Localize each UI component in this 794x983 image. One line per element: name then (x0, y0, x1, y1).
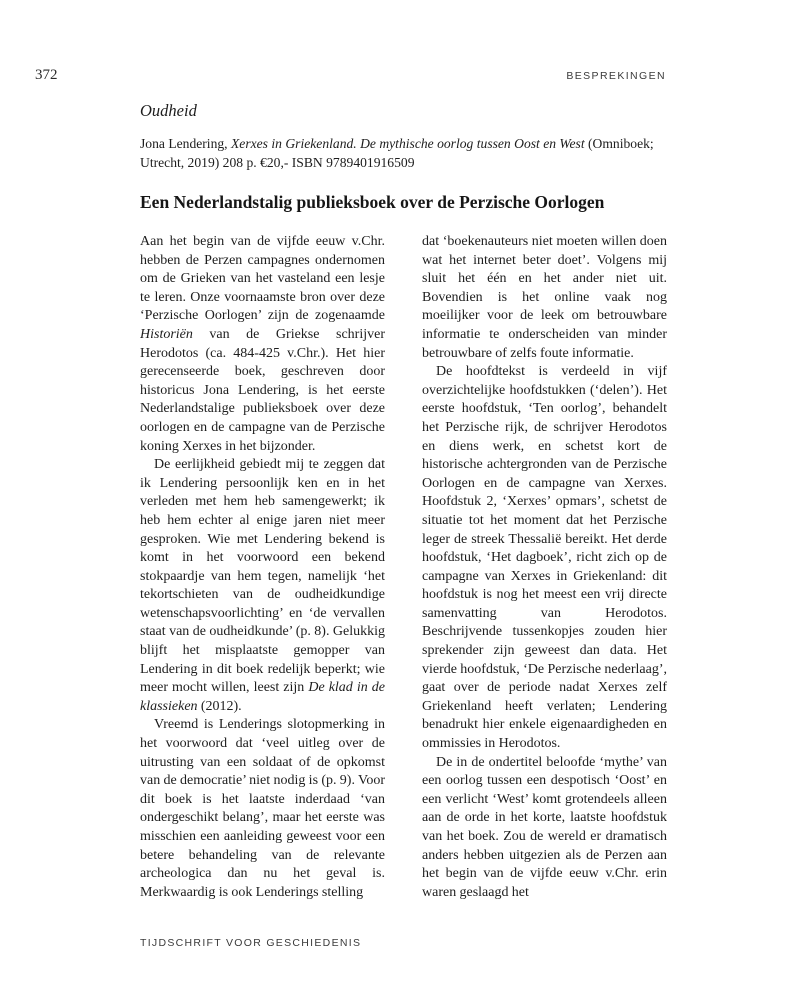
text-segment: De eerlijkheid gebiedt mij te zeggen dat ik Lendering persoonlijk ken en in het verleden met hem heb samengewerkt; ik heb hem echter al enige jaren niet meer gesproken. Wie met Lendering bekend is komt in het voorwoord een bekend stokpaardje van hem tegen, namelijk ‘het tekortschieten van de oudheidkundige wetenschapsvoorlichting’ en ‘de vervallen staat van de oudheidkunde’ (p. 8). Gelukkig blijft het misplaatste gemopper van Lendering in dit boek redelijk beperkt; wie meer mocht willen, leest zijn (140, 457, 385, 696)
paragraph (422, 363, 667, 753)
page-footer (140, 938, 361, 949)
paragraph (140, 456, 385, 716)
text-segment: dat ‘boekenauteurs niet moeten willen doen wat het internet beter doet’. Volgens mij sluit het één en het ander niet uit. Bovendien is het online vaak nog moeilijker voor de leek om betrouwbare informatie te onderscheiden van minder betrouwbare of zelfs foute informatie. (422, 234, 667, 361)
page-number: 372 (35, 67, 58, 83)
text-segment: (2012). (197, 698, 242, 714)
text-segment: (Omniboek; Utrecht, 2019) 208 p. €20,- ISBN 9789401916509 (140, 136, 654, 170)
column-left (140, 233, 385, 911)
book-citation (140, 135, 667, 172)
text-segment: Aan het begin van de vijfde eeuw v.Chr. hebben de Perzen campagnes ondernomen om de Grieken van het vasteland een lesje te leren. Onze voornaamste bron over deze ‘Perzische Oorlogen’ zijn de zogenaamde (140, 234, 385, 324)
running-head: BESPREKINGEN (566, 70, 666, 82)
article-title: Een Nederlandstalig publieksboek over de Perzische Oorlogen (140, 192, 605, 212)
paragraph (422, 754, 667, 903)
text-segment: Jona Lendering, (140, 136, 231, 151)
column-right (422, 233, 667, 911)
journal-name: TIJDSCHRIFT VOOR GESCHIEDENIS (140, 937, 362, 949)
italic-text: Historiën (140, 326, 193, 342)
text-segment: Vreemd is Lenderings slotopmerking in het voorwoord dat ‘veel uitleg over de uitrusting van een soldaat of de opkomst van de democratie’ niet nodig is (p. 9). Voor dit boek is het laatste inderdaad ‘van ondergeschikt belang’, maar het eerste was misschien een aanleiding geweest voor een betere behandeling van de relevante archeologica dan nu het geval is. Merkwaardig is ook Lenderings stelling (140, 717, 385, 900)
article-body (140, 233, 667, 911)
text-segment: van de Griekse schrijver Herodotos (ca. 484-425 v.Chr.). Het hier gerecenseerde boek, geschreven door historicus Jona Lendering, is het eerste Nederlandstalige publieksboek over deze oorlogen en de campagne van de Perzische koning Xerxes in het bijzonder. (140, 326, 385, 454)
paragraph (422, 233, 667, 363)
section-label: Oudheid (140, 101, 197, 120)
italic-text: Xerxes in Griekenland. De mythische oorlog tussen Oost en West (230, 136, 585, 151)
text-segment: De hoofdtekst is verdeeld in vijf overzichtelijke hoofdstukken (‘delen’). Het eerste hoofdstuk, ‘Ten oorlog’, behandelt het Perzische rijk, de schrijver Herodotos en diens werk, en schetst kort de historische achtergronden van de Perzische Oorlogen en de campagne van Xerxes. Hoofdstuk 2, ‘Xerxes’ opmars’, schetst de situatie tot het moment dat het Perzische leger de streek Thessalië bereikt. Het derde hoofdstuk, ‘Het dagboek’, richt zich op de campagne van Xerxes in Griekenland: dit hoofdstuk is nog het meest een vrij directe samenvatting van Herodotos. Beschrijvende tussenkopjes zouden hier sprekender zijn geweest dan data. Het vierde hoofdstuk, ‘De Perzische nederlaag’, gaat over de periode nadat Xerxes zelf Griekenland heeft verlaten; Lendering benadrukt hier enkele eigenaardigheden en ommissies in Herodotos. (422, 364, 667, 752)
italic-text: De klad in de klassieken (140, 680, 385, 714)
paragraph (140, 233, 385, 456)
paragraph (140, 716, 385, 902)
text-segment: De in de ondertitel beloofde ‘mythe’ van een oorlog tussen een despotisch ‘Oost’ en een verlicht ‘West’ komt grotendeels alleen aan de orde in het korte, laatste hoofdstuk van het boek. Zou de wereld er dramatisch anders hebben uitgezien als de Perzen aan het begin van de vijfde eeuw v.Chr. erin waren geslaagd het (422, 754, 667, 900)
